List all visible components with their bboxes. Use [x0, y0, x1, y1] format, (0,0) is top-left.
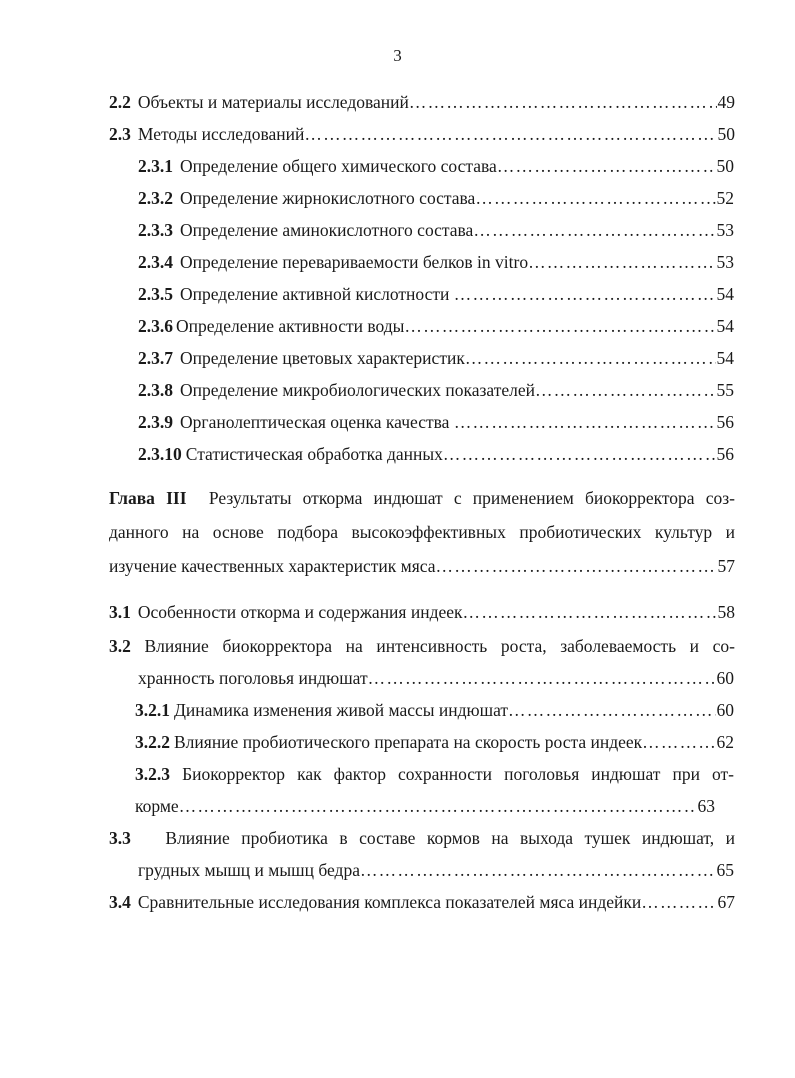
entry-page: 54 [716, 348, 734, 368]
entry-number: 2.3.7 [138, 348, 173, 368]
leader-dots [508, 700, 715, 721]
leader-dots [304, 124, 716, 145]
entry-number: 2.3.1 [138, 156, 173, 176]
entry-page: 55 [716, 380, 734, 400]
toc-entry-2-3-8[interactable] [138, 380, 734, 401]
entry-page: 62 [716, 732, 734, 752]
page-number: 3 [393, 46, 402, 65]
entry-number: 2.3.9 [138, 412, 173, 432]
entry-title-part: Влияние биокорректора на интенсивность роста, заболеваемость и со- [144, 636, 736, 656]
entry-title: Органолептическая оценка качества [180, 412, 454, 432]
leader-dots [404, 316, 715, 337]
toc-entry-3-2-3-line-1[interactable] [135, 764, 734, 785]
toc-entry-2-3-2[interactable] [138, 188, 734, 209]
entry-number: 3.2.1 [135, 700, 170, 720]
chapter-title-part: Результаты откорма индюшат с применением биокорректора соз- [208, 488, 735, 508]
toc-chapter-3-line-3[interactable] [109, 556, 735, 577]
leader-dots [642, 732, 715, 753]
toc-entry-2-3-3[interactable] [138, 220, 734, 241]
toc-entry-3-3-line-2[interactable] [138, 860, 734, 881]
leader-dots [497, 156, 716, 177]
entry-title-part: грудных мышц и мышц бедра [138, 860, 360, 880]
entry-number: 3.4 [109, 892, 131, 912]
chapter-title-part: данного на основе подбора высокоэффективных пробиотических культур и [109, 522, 735, 542]
entry-number: 3.2.3 [135, 764, 170, 784]
leader-dots [641, 892, 716, 913]
toc-entry-2-3-9[interactable] [138, 412, 734, 433]
entry-title-part: корме [135, 796, 179, 816]
entry-page: 52 [716, 188, 734, 208]
entry-title: Определение перевариваемости белков in vitro [180, 252, 529, 272]
entry-title: Влияние пробиотического препарата на скорость роста индеек [174, 732, 643, 752]
entry-number: 2.2 [109, 92, 131, 112]
toc-entry-3-2-1[interactable] [135, 700, 734, 721]
leader-dots [436, 556, 717, 577]
entry-page: 56 [716, 412, 734, 432]
entry-page: 54 [716, 316, 734, 336]
toc-entry-2-3-1[interactable] [138, 156, 734, 177]
entry-number: 2.3.6 [138, 316, 173, 336]
entry-title: Объекты и материалы исследований [137, 92, 409, 112]
entry-page: 54 [716, 284, 734, 304]
toc-entry-3-4[interactable] [109, 892, 735, 913]
leader-dots [454, 412, 716, 433]
entry-title-part: Биокорректор как фактор сохранности поголовья индюшат при от- [182, 764, 735, 784]
entry-number: 2.3.4 [138, 252, 173, 272]
entry-page: 60 [716, 700, 734, 720]
entry-title-part: хранность поголовья индюшат [138, 668, 368, 688]
entry-title: Определение аминокислотного состава [180, 220, 474, 240]
toc-entry-3-1[interactable] [109, 602, 735, 623]
entry-title: Определение активной кислотности [180, 284, 454, 304]
toc-entry-3-2-3-line-2[interactable] [135, 796, 715, 817]
leader-dots [465, 348, 716, 369]
entry-page: 60 [716, 668, 734, 688]
entry-title: Особенности откорма и содержания индеек [137, 602, 463, 622]
toc-entry-2-3-6[interactable] [138, 316, 734, 337]
leader-dots [360, 860, 716, 881]
leader-dots [528, 252, 715, 273]
entry-title: Динамика изменения живой массы индюшат [174, 700, 509, 720]
toc-chapter-3-line-2 [109, 522, 735, 543]
entry-number: 3.2.2 [135, 732, 170, 752]
entry-page: 53 [716, 252, 734, 272]
leader-dots [443, 444, 716, 465]
leader-dots [463, 602, 717, 623]
entry-number: 3.3 [109, 828, 131, 848]
leader-dots [535, 380, 716, 401]
entry-title-part: Влияние пробиотика в составе кормов на выхода тушек индюшат, и [165, 828, 736, 848]
entry-title: Определение общего химического состава [180, 156, 497, 176]
chapter-title-part: изучение качественных характеристик мяса [109, 556, 436, 576]
entry-number: 3.2 [109, 636, 131, 656]
toc-entry-2-3-7[interactable] [138, 348, 734, 369]
leader-dots [368, 668, 716, 689]
entry-page: 67 [717, 892, 735, 912]
toc-chapter-3-line-1[interactable] [109, 488, 735, 509]
entry-page: 50 [716, 156, 734, 176]
toc-entry-3-3-line-1[interactable] [109, 828, 735, 849]
entry-page: 57 [717, 556, 735, 576]
toc-entry-2-3-5[interactable] [138, 284, 734, 305]
entry-number: 2.3.8 [138, 380, 173, 400]
entry-number: 2.3.10 [138, 444, 182, 464]
toc-entry-2-3-10[interactable] [138, 444, 734, 465]
chapter-number: Глава III [109, 488, 187, 508]
toc-entry-3-2-line-1[interactable] [109, 636, 735, 657]
entry-title: Сравнительные исследования комплекса показателей мяса индейки [137, 892, 642, 912]
leader-dots [179, 796, 697, 817]
entry-title: Методы исследований [137, 124, 305, 144]
entry-number: 2.3.3 [138, 220, 173, 240]
leader-dots [475, 188, 715, 209]
toc-entry-3-2-2[interactable] [135, 732, 734, 753]
entry-page: 56 [716, 444, 734, 464]
toc-entry-2-3[interactable] [109, 124, 735, 145]
toc-entry-2-3-4[interactable] [138, 252, 734, 273]
entry-title: Определение жирнокислотного состава [180, 188, 476, 208]
entry-number: 3.1 [109, 602, 131, 622]
entry-title: Определение микробиологических показателей [180, 380, 535, 400]
entry-page: 53 [716, 220, 734, 240]
entry-page: 65 [716, 860, 734, 880]
entry-number: 2.3.5 [138, 284, 173, 304]
entry-title: Определение цветовых характеристик [180, 348, 465, 368]
entry-page: 63 [697, 796, 715, 816]
entry-page: 49 [717, 92, 735, 112]
entry-page: 50 [717, 124, 735, 144]
entry-page: 58 [717, 602, 735, 622]
toc-entry-3-2-line-2[interactable] [138, 668, 734, 689]
entry-number: 2.3 [109, 124, 131, 144]
leader-dots [473, 220, 715, 241]
leader-dots [454, 284, 716, 305]
entry-number: 2.3.2 [138, 188, 173, 208]
leader-dots [409, 92, 717, 113]
entry-title: Статистическая обработка данных [185, 444, 443, 464]
toc-entry-2-2[interactable] [109, 92, 735, 113]
entry-title: Определение активности воды [176, 316, 405, 336]
